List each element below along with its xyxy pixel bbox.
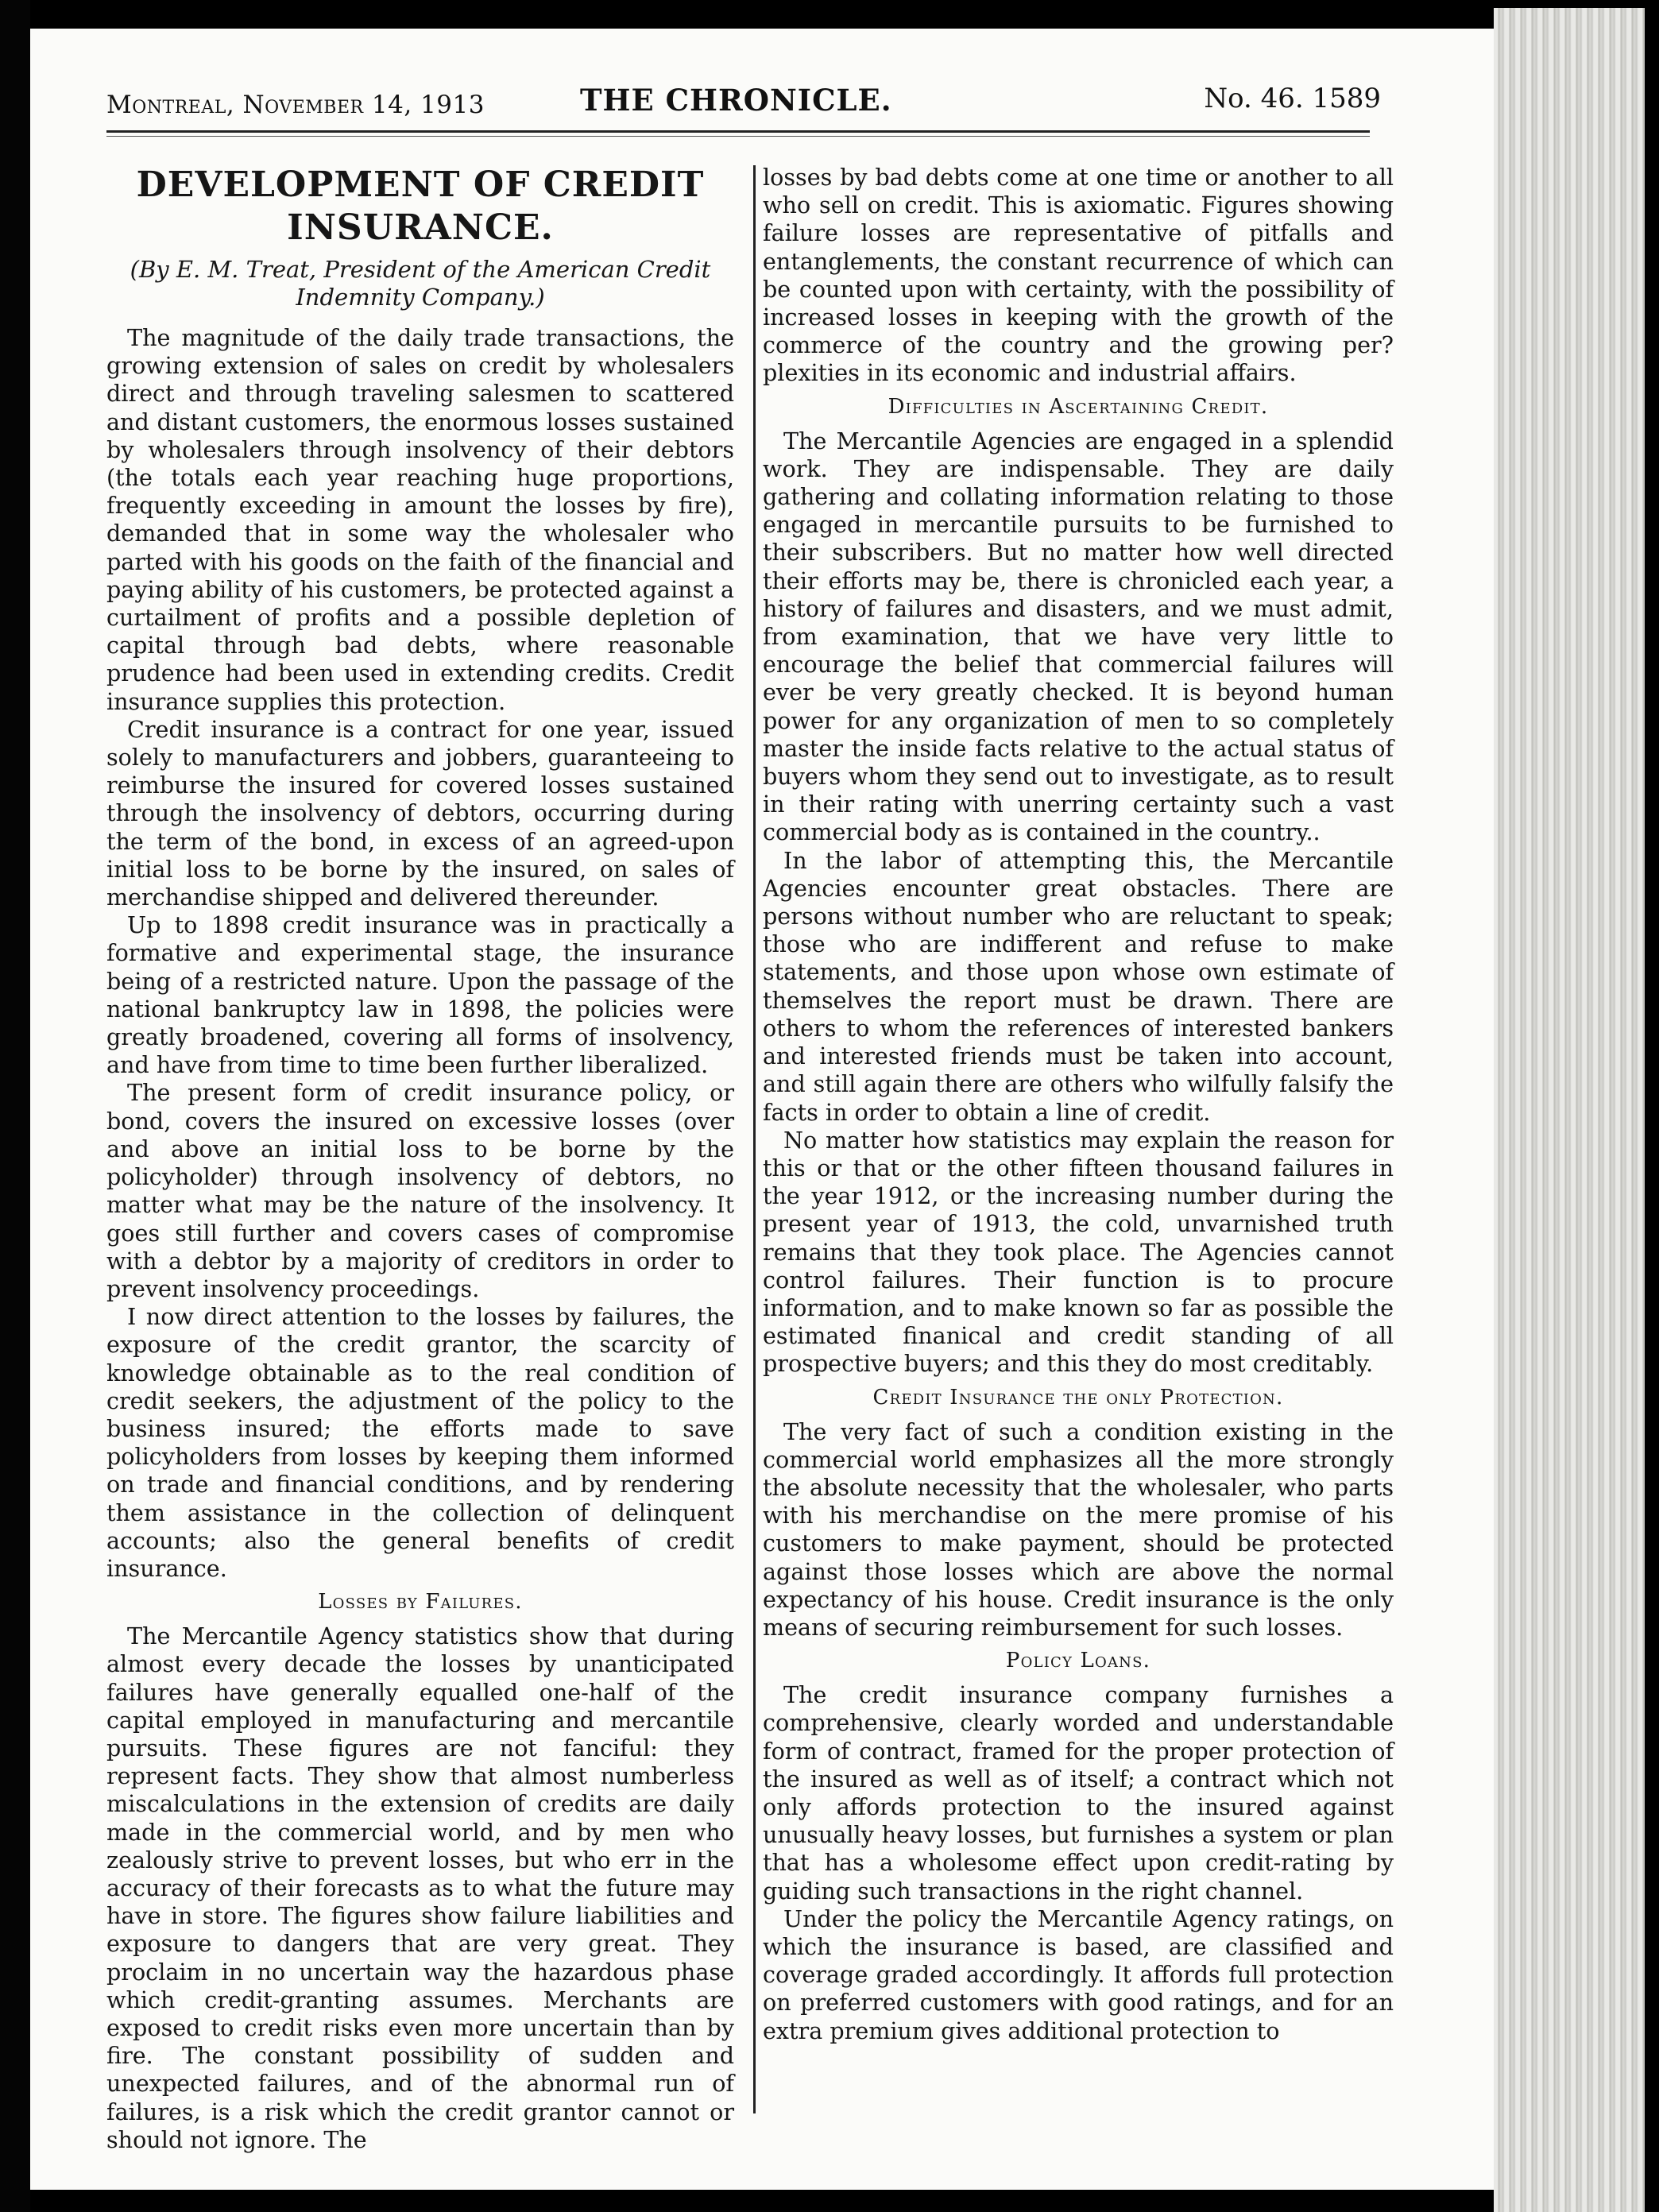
right-column xyxy=(763,164,1394,2045)
left-column xyxy=(106,164,734,2154)
masthead-rule-thin xyxy=(106,136,1370,137)
paragraph: The present form of credit insurance policy, or bond, covers the insured on excessive losses (over and above an initial loss to be borne by the policyholder) through insolvency of debtors, no matter what may be the nature of the insolvency. It goes still further and covers cases of compromise with a debtor by a majority of creditors in order to prevent insolvency proceedings. xyxy=(106,1079,734,1302)
masthead xyxy=(106,76,1381,124)
paragraph: The Mercantile Agency statistics show that during almost every decade the losses by unanticipated failures have generally equalled one-half of the capital employed in manufacturing and mercantile pursuits. These figures are not fanciful: they represent facts. They show that almost numberless miscalculations in the extension of credits are daily made in the commercial world, and by men who zealously strive to prevent losses, but who err in the accuracy of their forecasts as to what the future may have in store. The figures show failure liabilities and exposure to dangers that are very great. They proclaim in no uncertain way the hazardous phase which credit-granting assumes. Merchants are exposed to credit risks even more uncertain than by fire. The constant possibility of sudden and unexpected failures, and of the abnormal run of failures, is a risk which the credit grantor cannot or should not ignore. The xyxy=(106,1622,734,2153)
masthead-paper-title: THE CHRONICLE. xyxy=(580,83,892,118)
paragraph: I now direct attention to the losses by failures, the exposure of the credit grantor, the scarcity of knowledge obtainable as to the real condition of credit seekers, the adjustment of the policy to the business insured; the efforts made to save policyholders from losses by keeping them informed on trade and financial conditions, and by rendering them assistance in the collection of delinquent accounts; also the general benefits of credit insurance. xyxy=(106,1303,734,1582)
section-heading-difficulties: Difficulties in Ascertaining Credit. xyxy=(888,394,1269,419)
masthead-rule xyxy=(106,130,1370,133)
section-heading-loans: Policy Loans. xyxy=(1005,1649,1151,1673)
paragraph: Up to 1898 credit insurance was in practically a formative and experimental stage, the insurance being of a restricted nature. Upon the passage of the national bankruptcy law in 1898, the policies were greatly broadened, covering all forms of insolvency, and have from time to time been further liberalized. xyxy=(106,911,734,1079)
paragraph: The credit insurance company furnishes a comprehensive, clearly worded and understandable form of contract, framed for the proper protection of the insured as well as of itself; a contract which not only affords protection to the insured against unusually heavy losses, but furnishes a system or plan that has a wholesome effect upon credit-rating by guiding such transactions in the right channel. xyxy=(763,1681,1394,1905)
paragraph: Under the policy the Mercantile Agency ratings, on which the insurance is based, are classified and coverage graded accordingly. It affords full protection on preferred customers with good ratings, and for an extra premium gives additional protection to xyxy=(763,1905,1394,2044)
paragraph: In the labor of attempting this, the Mercantile Agencies encounter great obstacles. There are persons without number who are reluctant to speak; those who are indifferent and refuse to make statements, and those upon whose own estimate of themselves the report must be drawn. There are others to whom the references of interested bankers and interested friends must be taken into account, and still again there are others who wilfully falsify the facts in order to obtain a line of credit. xyxy=(763,846,1394,1126)
paragraph: Credit insurance is a contract for one year, issued solely to manufacturers and jobbers, guaranteeing to reimburse the insured for covered losses sustained through the insolvency of debtors, occurring during the term of the bond, in excess of an agreed-upon initial loss to be borne by the insured, on sales of merchandise shipped and delivered thereunder. xyxy=(106,715,734,911)
article-byline: (By E. M. Treat, President of the American Credit Indemnity Company.) xyxy=(130,256,711,311)
book-fore-edge xyxy=(1494,8,1645,2212)
section-heading-protection: Credit Insurance the only Protection. xyxy=(872,1385,1284,1410)
masthead-place-date: Montreal, November 14, 1913 xyxy=(106,91,485,119)
article-title: DEVELOPMENT OF CREDIT INSURANCE. xyxy=(136,164,705,248)
column-divider xyxy=(753,165,756,2113)
section-heading-losses: Losses by Failures. xyxy=(318,1590,523,1615)
paragraph-continued: losses by bad debts come at one time or another to all who sell on credit. This is axiomatic. Figures showing failure losses are representative of pitfalls and entanglements, the constant recurrence of which can be counted upon with certainty, with the possibility of increased losses in keeping with the growth of the commerce of the country and the growing per? plexities in its economic and industrial affairs. xyxy=(763,164,1394,387)
binding-shadow xyxy=(0,0,30,2212)
masthead-issue-page: No. 46. 1589 xyxy=(1204,83,1381,114)
paragraph: The Mercantile Agencies are engaged in a splendid work. They are indispensable. They are daily gathering and collating information relating to those engaged in mercantile pursuits to be furnished to their subscribers. But no matter how well directed their efforts may be, there is chronicled each year, a history of failures and disasters, and we must admit, from examination, that we have very little to encourage the belief that commercial failures will ever be very greatly checked. It is beyond human power for any organization of men to so completely master the inside facts relative to the actual status of buyers whom they send out to investigate, as to result in their rating with unerring certainty such a vast commercial body as is contained in the country.. xyxy=(763,427,1394,846)
paragraph: The very fact of such a condition existing in the commercial world emphasizes all the more strongly the absolute necessity that the wholesaler, who parts with his merchandise on the mere promise of his customers to make payment, should be protected against those losses which are above the normal expectancy of his house. Credit insurance is the only means of securing reimbursement for such losses. xyxy=(763,1417,1394,1641)
paragraph: The magnitude of the daily trade transactions, the growing extension of sales on credit by wholesalers direct and through traveling salesmen to scattered and distant customers, the enormous losses sustained by wholesalers through insolvency of their debtors (the totals each year reaching huge proportions, frequently exceeding in amount the losses by fire), demanded that in some way the wholesaler who parted with his goods on the faith of the financial and paying ability of his customers, be protected against a curtailment of profits and a possible depletion of capital through bad debts, where reasonable prudence had been used in extending credits. Credit insurance supplies this protection. xyxy=(106,324,734,715)
paragraph: No matter how statistics may explain the reason for this or that or the other fifteen thousand failures in the year 1912, or the increasing number during the present year of 1913, the cold, unvarnished truth remains that they took place. The Agencies cannot control failures. Their function is to procure information, and to make known so far as possible the estimated finanical and credit standing of all prospective buyers; and this they do most creditably. xyxy=(763,1126,1394,1378)
